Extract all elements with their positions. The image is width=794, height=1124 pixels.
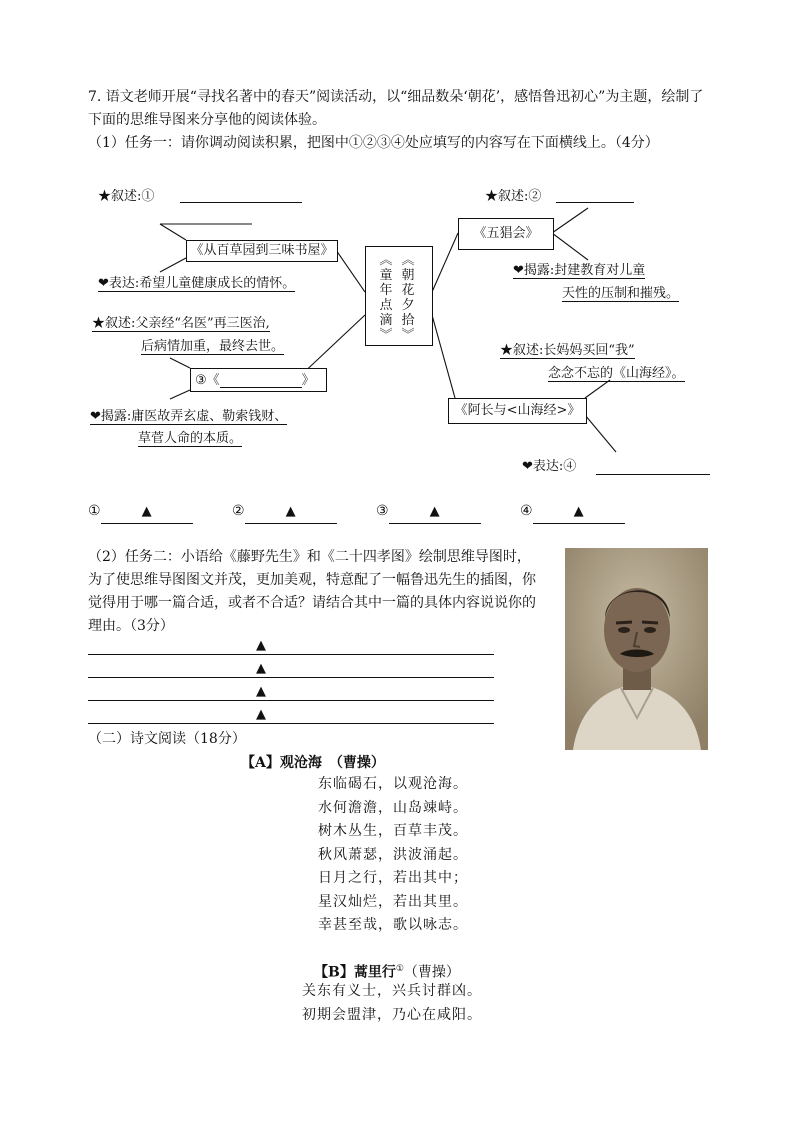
node-wuchanghui: 《五猖会》 (458, 218, 554, 250)
node-azhang: 《阿长与<山海经>》 (448, 398, 587, 424)
poem-b-line: 初期会盟津，乃心在咸阳。 (302, 1006, 482, 1023)
right2-narrate-a: ★叙述:长妈妈买回“我” (500, 343, 635, 358)
task2-marker-2: ▲ (256, 661, 266, 676)
right1-reveal-a: ❤揭露:封建教育对儿童 (513, 263, 646, 278)
task2-marker-1: ▲ (256, 638, 266, 653)
answer-1[interactable]: ① ▲ (88, 500, 193, 524)
poem-a-line: 星汉灿烂，若出其里。 (318, 893, 468, 910)
blank-2-line[interactable] (556, 202, 634, 203)
poem-a-body (318, 773, 468, 938)
poem-a-line: 秋风萧瑟，洪波涌起。 (318, 846, 468, 863)
poem-a-line: 树木丛生，百草丰茂。 (318, 823, 468, 839)
answer-3[interactable]: ③ ▲ (376, 500, 481, 524)
answer-2[interactable]: ② ▲ (232, 500, 337, 524)
node-baicaoyuan: 《从百草园到三味书屋》 (186, 240, 338, 262)
task2-marker-4: ▲ (256, 707, 266, 722)
blank-1-line[interactable] (180, 202, 302, 203)
left1-narrate: ★叙述:① (98, 189, 155, 204)
left2-narrate-b: 后病情加重，最终去世。 (141, 339, 285, 354)
right2-express: ❤表达:④ (522, 459, 577, 474)
left2-reveal-b: 草菅人命的本质。 (138, 431, 243, 446)
task2-answer-line-4[interactable] (88, 723, 494, 724)
right1-narrate: ★叙述:② (485, 189, 542, 204)
question-intro: 7. 语文老师开展“寻找名著中的春天”阅读活动，以“细品数朵‘朝花’，感悟鲁迅初心”为主题，绘制了下面的思维导图来分享他的阅读体验。 (88, 89, 704, 128)
blank-3-line[interactable] (220, 373, 302, 388)
left2-narrate-a: ★叙述:父亲经“名医”再三医治, (92, 316, 270, 331)
task2-answer-line-1[interactable] (88, 654, 494, 655)
poem-b-title: 【B】蒿里行①（曹操） (314, 964, 460, 981)
right2-narrate-b: 念念不忘的《山海经》。 (548, 366, 685, 381)
poem-b-body (302, 980, 482, 1027)
lu-xun-portrait (565, 548, 708, 750)
center-title: ︽ 朝 花 夕 拾 ︾ (401, 253, 415, 343)
task1-prompt: （1）任务一：请你调动阅读积累，把图中①②③④处应填写的内容写在下面横线上。（4分） (88, 135, 659, 151)
left2-reveal-a: ❤揭露:庸医故弄玄虚、勒索钱财、 (90, 409, 288, 424)
task2-answer-line-2[interactable] (88, 677, 494, 678)
right1-reveal-b: 天性的压制和摧残。 (562, 286, 680, 301)
center-node (365, 246, 433, 346)
task2-marker-3: ▲ (256, 684, 266, 699)
poem-a-line: 水何澹澹，山岛竦峙。 (318, 799, 468, 816)
node-blank-3: ③《 》 (190, 368, 327, 392)
poem-a-line: 东临碣石，以观沧海。 (318, 776, 468, 792)
center-subtitle: ︽ 童 年 点 滴 ︾ (379, 253, 393, 343)
answer-4[interactable]: ④ ▲ (520, 500, 625, 524)
left1-express: ❤表达:希望儿童健康成长的情怀。 (98, 276, 296, 291)
task2-prompt: （2）任务二：小语给《藤野先生》和《二十四孝图》绘制思维导图时，为了使思维导图图文并茂，更加美观，特意配了一幅鲁迅先生的插图，你觉得用于哪一篇合适，或者不合适？请结合其中一篇的具体内容说说你的理由。（3分） (88, 549, 536, 634)
section-2-heading: （二）诗文阅读（18分） (88, 731, 246, 747)
poem-b-line: 关东有义士，兴兵讨群凶。 (302, 983, 482, 999)
poem-a-line: 日月之行，若出其中； (318, 870, 468, 886)
blank-4-line[interactable] (596, 474, 710, 475)
poem-a-line: 幸甚至哉，歌以咏志。 (318, 917, 468, 933)
poem-a-title: 【A】观沧海 （曹操） (241, 755, 385, 771)
task2-answer-line-3[interactable] (88, 700, 494, 701)
portrait-image (565, 548, 708, 750)
